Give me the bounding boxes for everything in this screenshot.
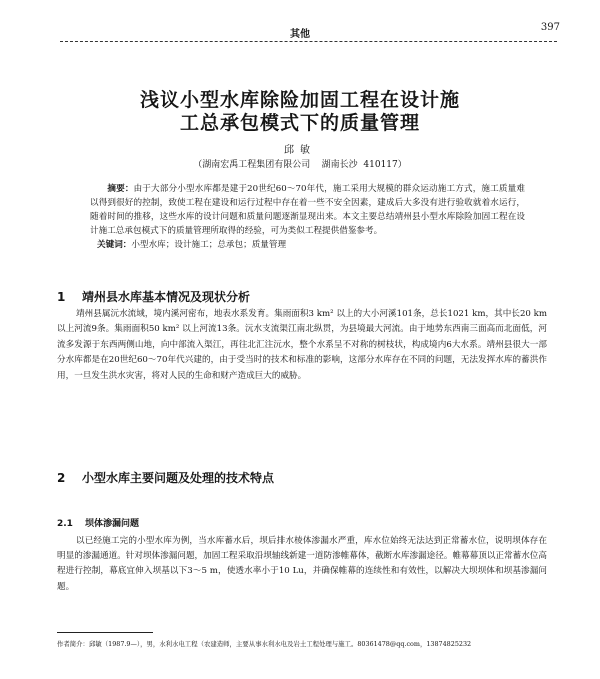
keywords-text: 小型水库；设计施工；总承包；质量管理 [131, 239, 287, 250]
subsection-2-1-title: 坝体渗漏问题 [85, 519, 140, 529]
author-affiliation: （湖南宏禹工程集团有限公司 湖南长沙 410117） [193, 160, 407, 170]
page-number: 397 [540, 22, 560, 33]
running-header-section: 其他 [290, 29, 310, 40]
author-footnote: 作者简介：邱敏（1987.9—），男，水利水电工程（农建造师，主要从事水利水电及岩土工程处理与施工。80361478@qq.com，13874825232 [57, 640, 472, 648]
abstract-block [90, 183, 525, 253]
footnote-rule [57, 632, 153, 633]
running-header [0, 22, 600, 42]
subsection-2-1-heading [57, 516, 139, 529]
abstract-text: 由于大部分小型水库都是建于20世纪60～70年代，施工采用大规模的群众运动施工方式，施工质量难以得到很好的控制，致使工程在建设和运行过程中存在着一些不安全因素，建成后大多没有进行验收就着水运行，随着时间的推移，这些水库的设计问题和质量问题逐渐显现出来。本文主要总结靖州县小型水库除险加固工程在设计施工总承包模式下的质量管理所取得的经验，可为类似工程提供借鉴参考。 [90, 184, 525, 236]
article-title-line-1: 浅议小型水库除险加固工程在设计施 [139, 89, 460, 111]
header-rule [60, 41, 557, 42]
section-2-number: 2 [57, 471, 66, 485]
author-name: 邱敏 [284, 145, 316, 156]
section-1-paragraph: 靖州县属沅水流域，境内溪河密布，地表水系发育。集雨面积3 km² 以上的大小河溪101条，总长1021 km，其中长20 km以上河流9条。集雨面积50 km² 以上河流13条。沅水支流渠江南北纵贯，为县境最大河流。由于地势东西南三面高而北面低，河流多发源于东西两侧山地，向中部流入渠江，再往北汇注沅水，整个水系呈不对称的树枝状，构成境内6大水系。靖州县很大一部分水库都是在20世纪60～70年代兴建的，由于受当时的技术和标准的影响，这部分水库存在不同的问题，无法发挥水库的蓄洪作用，一旦发生洪水灾害，将对人民的生命和财产造成巨大的威胁。 [57, 309, 547, 381]
keywords-paragraph [90, 239, 525, 253]
abstract-paragraph [90, 183, 525, 239]
section-2-heading [57, 469, 274, 486]
section-1-title: 靖州县水库基本情况及现状分析 [82, 290, 251, 304]
section-1-heading [57, 288, 250, 305]
section-2-title: 小型水库主要问题及处理的技术特点 [82, 471, 275, 485]
keywords-label: 关键词： [97, 239, 132, 250]
section-1-number: 1 [57, 290, 66, 304]
subsection-2-1-number: 2.1 [57, 519, 73, 529]
subsection-2-1-paragraph: 以已经施工完的小型水库为例，当水库蓄水后，坝后排水棱体渗漏水严重，库水位始终无法达到正常蓄水位，说明坝体存在明显的渗漏通道。针对坝体渗漏问题，加固工程采取沿坝轴线新建一道防渗帷幕体，截断水库渗漏途径。帷幕幕顶以正常蓄水位高程进行控制，幕底宜伸入坝基以下3～5 m，使透水率小于10 Lu，并确保帷幕的连续性和有效性，以解决大坝坝体和坝基渗漏问题。 [57, 536, 547, 592]
article-title-line-2: 工总承包模式下的质量管理 [179, 112, 420, 134]
abstract-label: 摘要： [107, 184, 134, 194]
